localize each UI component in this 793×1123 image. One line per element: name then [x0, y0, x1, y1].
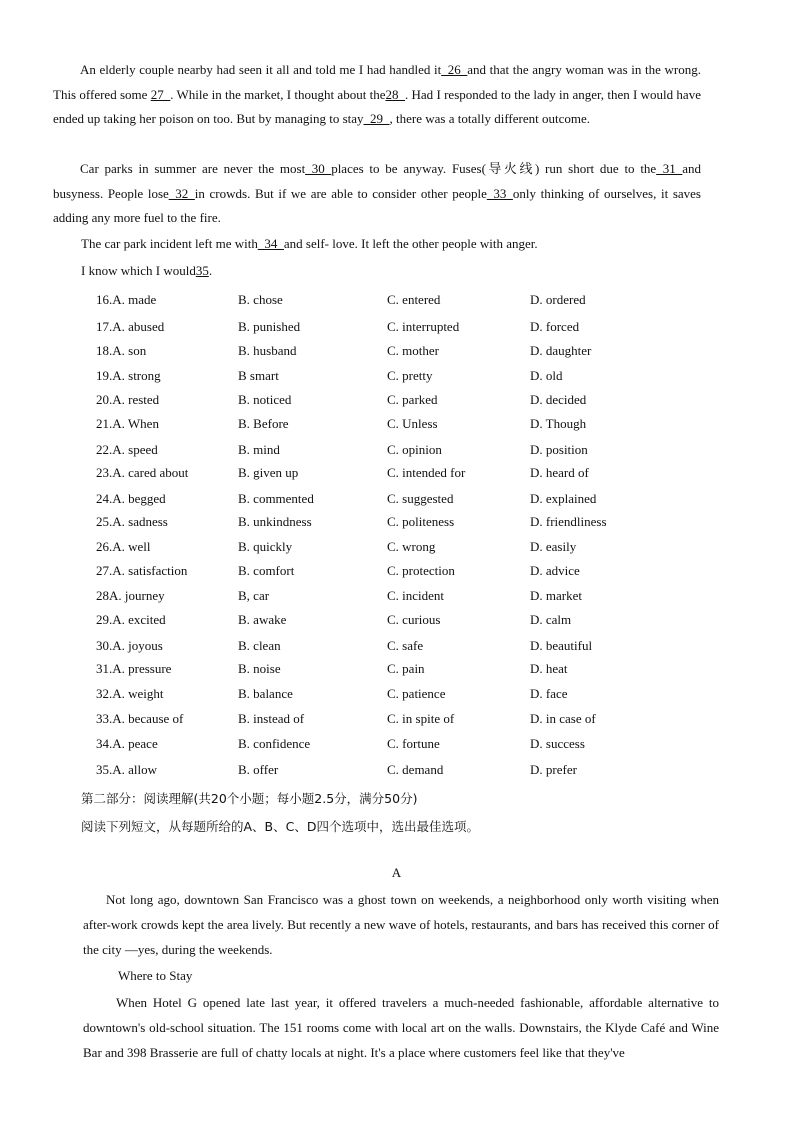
passage-subheading: Where to Stay — [118, 968, 193, 983]
option-a: 34.A. peace — [96, 736, 158, 751]
option-c: C. incident — [387, 588, 445, 603]
option-a: 33.A. because of — [96, 711, 184, 726]
option-row — [96, 711, 716, 729]
option-b: B, car — [238, 588, 270, 603]
option-c: C. fortune — [387, 736, 440, 751]
option-b: B. balance — [238, 686, 293, 701]
option-d: D. prefer — [530, 762, 577, 777]
option-a: 28A. journey — [96, 588, 165, 603]
option-c: C. pretty — [387, 368, 433, 383]
blank-32: _32_ — [168, 185, 195, 201]
blank-30: _30_ — [305, 161, 332, 176]
option-d: D. position — [530, 442, 588, 457]
option-a: 31.A. pressure — [96, 661, 172, 676]
option-d: D. calm — [530, 612, 572, 627]
option-c: C. opinion — [387, 442, 442, 457]
passage-intro: Not long ago, downtown San Francisco was a ghost town on weekends, a neighborhood only worth visiting when after-work crowds kept the area lively. But recently a new wave of hotels, restaurants, and bars has received this corner of the city —yes, during the weekends. — [83, 892, 719, 957]
option-b: B. given up — [238, 465, 299, 480]
option-d: D. friendliness — [530, 514, 607, 529]
option-b: B. chose — [238, 292, 283, 307]
option-c: C. intended for — [387, 465, 466, 480]
option-row — [96, 465, 716, 483]
option-d: D. old — [530, 368, 563, 383]
blank-33: _33_ — [486, 185, 513, 201]
option-a: 18.A. son — [96, 343, 147, 358]
option-d: D. heat — [530, 661, 568, 676]
option-c: C. in spite of — [387, 711, 455, 726]
passage-label: A — [391, 865, 402, 880]
paragraph-cloze-3: The car park incident left me with_34_and self- love. It left the other people with anger. — [81, 236, 538, 251]
option-a: 26.A. well — [96, 539, 151, 554]
option-c: C. wrong — [387, 539, 436, 554]
option-d: D. forced — [530, 319, 580, 334]
option-row — [96, 588, 716, 606]
option-a: 16.A. made — [96, 292, 157, 307]
option-d: D. ordered — [530, 292, 586, 307]
option-row — [96, 442, 716, 460]
option-b: B. confidence — [238, 736, 311, 751]
blank-35: 35 — [195, 263, 209, 278]
option-a: 17.A. abused — [96, 319, 165, 334]
blank-28: 28_ — [385, 86, 405, 102]
option-row — [96, 661, 716, 679]
option-d: D. in case of — [530, 711, 596, 726]
option-a: 22.A. speed — [96, 442, 158, 457]
option-a: 32.A. weight — [96, 686, 164, 701]
option-c: C. demand — [387, 762, 444, 777]
option-b: B. husband — [238, 343, 297, 358]
option-b: B. unkindness — [238, 514, 312, 529]
option-b: B. noticed — [238, 392, 292, 407]
option-d: D. success — [530, 736, 585, 751]
option-b: B. awake — [238, 612, 287, 627]
option-c: C. curious — [387, 612, 441, 627]
option-a: 27.A. satisfaction — [96, 563, 188, 578]
option-row — [96, 392, 716, 410]
section-heading: 第二部分：阅读理解(共20个小题；每小题2.5分，满分50分) — [81, 791, 418, 806]
option-b: B. comfort — [238, 563, 295, 578]
option-c: C. politeness — [387, 514, 455, 529]
blank-31: _31_ — [656, 161, 683, 176]
option-c: C. parked — [387, 392, 438, 407]
option-row — [96, 319, 716, 337]
paragraph-cloze-1: An elderly couple nearby had seen it all and told me I had handled it_26_and that the angry woman was in the wrong. This offered some 27_. While in the market, I thought about the28_. Had I responded to the lady in anger, then I would have ended up taking her poison on too. But by managing to stay_29_, there was a totally different outcome. — [53, 62, 701, 126]
option-b: B. instead of — [238, 711, 305, 726]
option-d: D. beautiful — [530, 638, 593, 653]
option-row — [96, 612, 716, 630]
option-d: D. decided — [530, 392, 587, 407]
option-a: 24.A. begged — [96, 491, 166, 506]
option-d: D. face — [530, 686, 568, 701]
option-d: D. Though — [530, 416, 587, 431]
option-b: B. mind — [238, 442, 280, 457]
option-d: D. advice — [530, 563, 580, 578]
option-row — [96, 638, 716, 656]
option-b: B. commented — [238, 491, 314, 506]
option-d: D. heard of — [530, 465, 589, 480]
option-row — [96, 491, 716, 509]
option-row — [96, 539, 716, 557]
option-b: B. clean — [238, 638, 281, 653]
blank-27: 27_ — [150, 86, 171, 102]
option-d: D. explained — [530, 491, 597, 506]
option-c: C. mother — [387, 343, 439, 358]
blank-34: _34_ — [257, 236, 284, 251]
option-c: C. protection — [387, 563, 455, 578]
blank-29: _29_ — [363, 111, 390, 126]
option-b: B smart — [238, 368, 279, 383]
option-row — [96, 514, 716, 532]
option-b: B. noise — [238, 661, 281, 676]
option-row — [96, 563, 716, 581]
option-a: 35.A. allow — [96, 762, 158, 777]
option-c: C. entered — [387, 292, 441, 307]
option-a: 30.A. joyous — [96, 638, 163, 653]
option-a: 29.A. excited — [96, 612, 166, 627]
option-row — [96, 736, 716, 754]
option-c: C. pain — [387, 661, 425, 676]
option-d: D. easily — [530, 539, 577, 554]
option-d: D. daughter — [530, 343, 592, 358]
option-c: C. safe — [387, 638, 424, 653]
passage-body: When Hotel G opened late last year, it offered travelers a much-needed fashionable, affordable alternative to downtown's old-school situation. The 151 rooms come with local art on the walls. Downstairs, the Klyde Café and Wine Bar and 398 Brasserie are full of chatty locals at night. It's a place where customers feel like that they've — [83, 995, 719, 1060]
blank-26: _26_ — [441, 62, 468, 77]
option-row — [96, 292, 716, 310]
option-c: C. patience — [387, 686, 446, 701]
option-row — [96, 762, 716, 780]
option-c: C. suggested — [387, 491, 454, 506]
option-row — [96, 368, 716, 386]
section-instruction: 阅读下列短文，从每题所给的A、B、C、D四个选项中，选出最佳选项。 — [81, 819, 479, 834]
option-b: B. quickly — [238, 539, 293, 554]
option-row — [96, 686, 716, 704]
option-row — [96, 343, 716, 361]
paragraph-cloze-2: Car parks in summer are never the most_30_places to be anyway. Fuses(导火线) run short due to the_31_and busyness. People lose_32_in crowds. But if we are able to consider other people_33_only thinking of ourselves, it saves adding any more fuel to the fire. — [53, 161, 701, 225]
option-a: 19.A. strong — [96, 368, 161, 383]
option-a: 20.A. rested — [96, 392, 160, 407]
option-a: 25.A. sadness — [96, 514, 168, 529]
paragraph-cloze-4: I know which I would35. — [81, 263, 213, 278]
option-a: 23.A. cared about — [96, 465, 189, 480]
option-b: B. punished — [238, 319, 301, 334]
option-c: C. Unless — [387, 416, 438, 431]
option-row — [96, 416, 716, 434]
option-b: B. Before — [238, 416, 289, 431]
option-b: B. offer — [238, 762, 279, 777]
option-a: 21.A. When — [96, 416, 159, 431]
option-d: D. market — [530, 588, 582, 603]
option-c: C. interrupted — [387, 319, 460, 334]
